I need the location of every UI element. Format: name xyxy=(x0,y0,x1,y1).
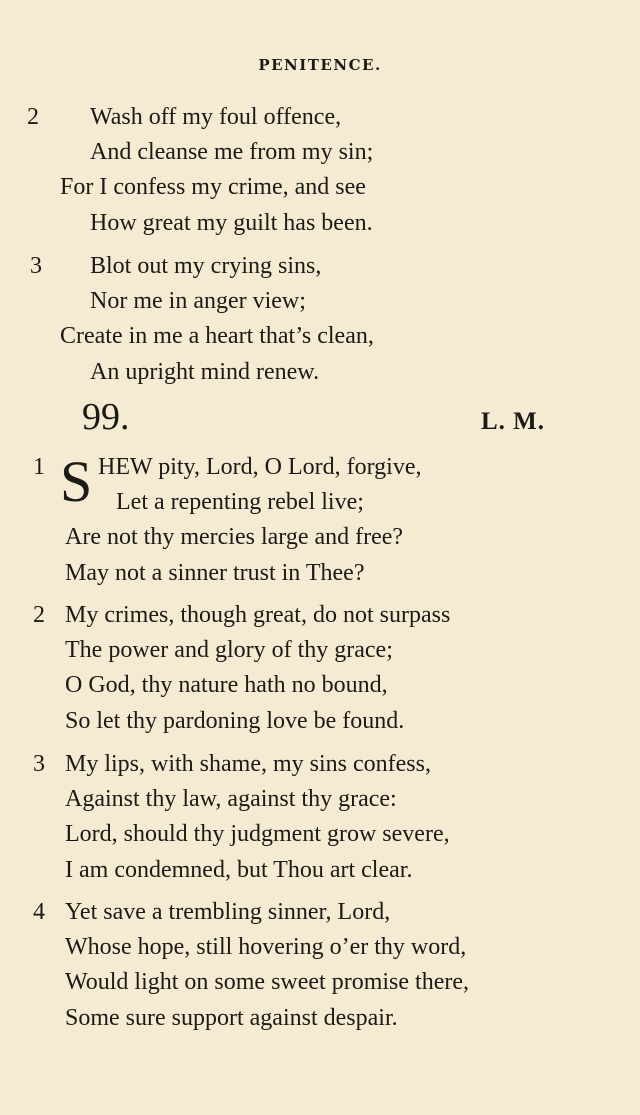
verse-line: I am condemned, but Thou art clear. xyxy=(65,857,413,883)
stanza-number: 4 xyxy=(33,899,45,925)
page-header: PENITENCE. xyxy=(258,56,382,74)
verse-line: Yet save a trembling sinner, Lord, xyxy=(65,899,391,925)
stanza-number: 1 xyxy=(33,454,45,480)
verse-line: My crimes, though great, do not surpass xyxy=(65,602,451,628)
drop-cap: S xyxy=(60,449,93,514)
verse-line: Would light on some sweet promise there, xyxy=(65,969,469,995)
hymn-number: 99. xyxy=(82,396,130,438)
verse-line: Let a repenting rebel live; xyxy=(116,489,364,515)
verse-line: O God, thy nature hath no bound, xyxy=(65,672,388,698)
verse-line: Some sure support against despair. xyxy=(65,1005,398,1031)
stanza-number: 2 xyxy=(33,602,45,628)
verse-line: HEW pity, Lord, O Lord, forgive, xyxy=(98,454,422,480)
verse-line: The power and glory of thy grace; xyxy=(65,637,393,663)
verse-line: For I confess my crime, and see xyxy=(60,174,366,200)
hymn-meter: L. M. xyxy=(480,408,545,435)
verse-line: And cleanse me from my sin; xyxy=(90,139,374,165)
stanza-number: 2 xyxy=(27,104,39,130)
verse-line: Create in me a heart that’s clean, xyxy=(60,323,374,349)
verse-line: Are not thy mercies large and free? xyxy=(65,524,404,550)
verse-line: So let thy pardoning love be found. xyxy=(65,708,405,734)
stanza-number: 3 xyxy=(33,751,45,777)
verse-line: Whose hope, still hovering o’er thy word, xyxy=(65,934,467,960)
verse-line: My lips, with shame, my sins confess, xyxy=(65,751,431,777)
verse-line: Nor me in anger view; xyxy=(90,288,306,314)
verse-line: May not a sinner trust in Thee? xyxy=(65,560,365,586)
verse-line: Wash off my foul offence, xyxy=(90,104,342,130)
verse-line: An upright mind renew. xyxy=(90,359,320,385)
verse-line: Lord, should thy judgment grow severe, xyxy=(65,821,450,847)
verse-line: Against thy law, against thy grace: xyxy=(65,786,397,812)
stanza-number: 3 xyxy=(30,253,42,279)
verse-line: How great my guilt has been. xyxy=(90,210,373,236)
verse-line: Blot out my crying sins, xyxy=(90,253,322,279)
